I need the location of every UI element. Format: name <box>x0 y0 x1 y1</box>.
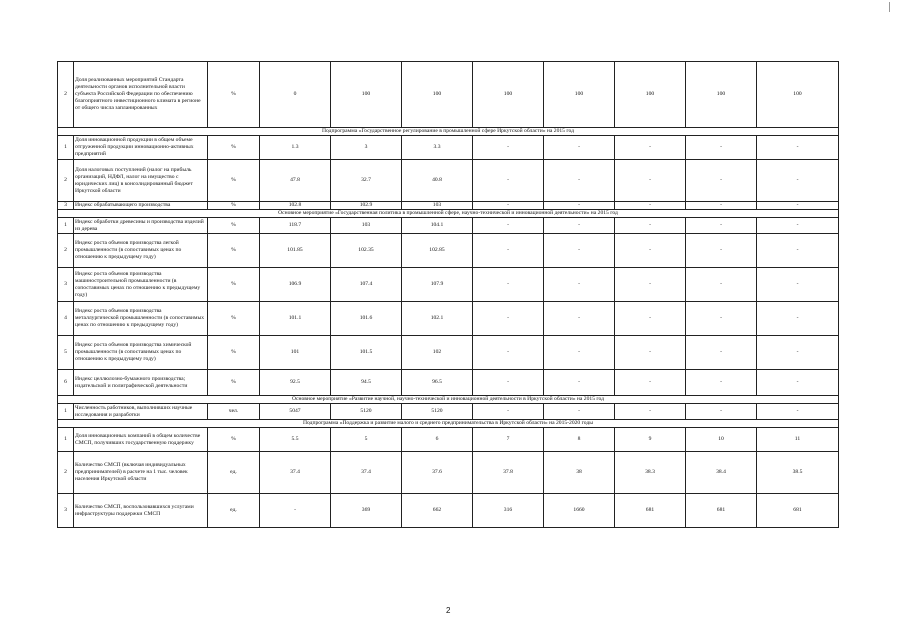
table-body <box>58 62 839 528</box>
value-cell: 102.35 <box>331 234 402 268</box>
section-header: Основное мероприятие «Государственная политика в промышленной сфере, научно-технической и инновационной деятельности» на 2015 год <box>58 210 839 218</box>
indicator-name: Доля инновационных компаний в общем количестве СМСП, получивших государственную поддержку <box>74 428 208 452</box>
value-cell: 38.4 <box>686 452 757 494</box>
table-row <box>58 136 839 160</box>
value-cell: - <box>615 136 686 160</box>
table-row <box>58 428 839 452</box>
value-cell: 5047 <box>260 404 331 420</box>
indicators-table <box>57 61 839 528</box>
value-cell: - <box>615 202 686 210</box>
value-cell: 0 <box>260 62 331 128</box>
indicator-name: Индекс роста объемов производства легкой промышленности (в сопоставимых ценах по отношению к предыдущему году) <box>74 234 208 268</box>
value-cell: - <box>757 136 839 160</box>
indicator-name: Индекс роста объемов производства химической промышленности (в сопоставимых ценах по отношению к предыдущему году) <box>74 336 208 370</box>
indicator-name: Количество СМСП, воспользовавшихся услугами инфраструктуры поддержки СМСП <box>74 494 208 528</box>
value-cell: - <box>686 268 757 302</box>
unit-cell: ед. <box>208 452 260 494</box>
unit-cell: % <box>208 62 260 128</box>
value-cell: - <box>686 404 757 420</box>
row-number: 5 <box>58 336 74 370</box>
indicator-name: Индекс роста объемов производства машиностроительной промышленности (в сопоставимых ценах по отношению к предыдущему году) <box>74 268 208 302</box>
unit-cell: % <box>208 136 260 160</box>
value-cell: - <box>757 404 839 420</box>
unit-cell: % <box>208 370 260 396</box>
value-cell: 100 <box>615 62 686 128</box>
value-cell: - <box>544 336 615 370</box>
value-cell: 101.5 <box>331 336 402 370</box>
value-cell: - <box>544 234 615 268</box>
indicator-name: Индекс целлюлозно-бумажного производства; издательской и полиграфической деятельности <box>74 370 208 396</box>
value-cell: - <box>686 302 757 336</box>
value-cell: 103 <box>402 202 473 210</box>
value-cell: 101 <box>260 336 331 370</box>
row-number: 2 <box>58 452 74 494</box>
value-cell: - <box>473 202 544 210</box>
row-number: 3 <box>58 268 74 302</box>
value-cell: 106.9 <box>260 268 331 302</box>
value-cell: 47.8 <box>260 160 331 202</box>
table-row <box>58 234 839 268</box>
value-cell: - <box>615 234 686 268</box>
value-cell: 102.85 <box>402 234 473 268</box>
section-header: Основное мероприятие «Развитие научной, научно-технической и инновационной деятельности в Иркутской области» на 2015 год <box>58 396 839 404</box>
value-cell: 96.5 <box>402 370 473 396</box>
value-cell: - <box>473 218 544 234</box>
value-cell: 102.9 <box>331 202 402 210</box>
row-number: 3 <box>58 202 74 210</box>
row-number: 1 <box>58 136 74 160</box>
value-cell: - <box>544 404 615 420</box>
value-cell: - <box>544 202 615 210</box>
row-number: 2 <box>58 160 74 202</box>
table-row <box>58 218 839 234</box>
value-cell: 38.3 <box>615 452 686 494</box>
value-cell: 1.3 <box>260 136 331 160</box>
unit-cell: % <box>208 336 260 370</box>
section-header-row <box>58 420 839 428</box>
value-cell: 40.8 <box>402 160 473 202</box>
value-cell: 37.4 <box>260 452 331 494</box>
value-cell: 102 <box>402 336 473 370</box>
value-cell: - <box>686 370 757 396</box>
value-cell: - <box>473 336 544 370</box>
scan-mark <box>889 2 890 12</box>
value-cell: - <box>615 302 686 336</box>
value-cell: - <box>544 370 615 396</box>
value-cell: - <box>615 370 686 396</box>
value-cell: 118.7 <box>260 218 331 234</box>
value-cell: - <box>757 268 839 302</box>
value-cell: 369 <box>331 494 402 528</box>
value-cell: 104.1 <box>402 218 473 234</box>
value-cell: 38.5 <box>757 452 839 494</box>
table-row <box>58 494 839 528</box>
indicator-name: Доля налоговых поступлений (налог на прибыль организаций, НДФЛ, налог на имущество с юридических лиц) в консолидированный бюджет Иркутской области <box>74 160 208 202</box>
value-cell: 100 <box>331 62 402 128</box>
value-cell: 1660 <box>544 494 615 528</box>
value-cell: 11 <box>757 428 839 452</box>
value-cell: - <box>544 160 615 202</box>
unit-cell: % <box>208 428 260 452</box>
value-cell: - <box>757 336 839 370</box>
value-cell: - <box>757 160 839 202</box>
value-cell: 37.6 <box>402 452 473 494</box>
value-cell: - <box>473 160 544 202</box>
value-cell: - <box>757 302 839 336</box>
value-cell: 101.1 <box>260 302 331 336</box>
indicator-name: Численность работников, выполнивших научные исследования и разработки <box>74 404 208 420</box>
indicator-name: Индекс обработки древесины и производства изделий из дерева <box>74 218 208 234</box>
row-number: 2 <box>58 234 74 268</box>
table-row <box>58 268 839 302</box>
indicator-name: Доля инновационной продукции в общем объеме отгруженной продукции инновационно-активных предприятий <box>74 136 208 160</box>
table-row <box>58 202 839 210</box>
value-cell: 3.3 <box>402 136 473 160</box>
page-number: 2 <box>446 606 451 615</box>
value-cell: - <box>473 268 544 302</box>
value-cell: - <box>615 268 686 302</box>
indicator-name: Индекс обрабатывающего производства <box>74 202 208 210</box>
value-cell: 37.8 <box>473 452 544 494</box>
value-cell: 100 <box>544 62 615 128</box>
unit-cell: чел. <box>208 404 260 420</box>
row-number: 1 <box>58 218 74 234</box>
row-number: 6 <box>58 370 74 396</box>
value-cell: 100 <box>402 62 473 128</box>
value-cell: 3 <box>331 136 402 160</box>
value-cell: 94.5 <box>331 370 402 396</box>
value-cell: 100 <box>757 62 839 128</box>
value-cell: 9 <box>615 428 686 452</box>
section-header: Подпрограмма «Государственное регулирование в промышленной сфере Иркутской области» на 2015 год <box>58 128 839 136</box>
unit-cell: % <box>208 268 260 302</box>
value-cell: 5 <box>331 428 402 452</box>
indicator-name: Количество СМСП (включая индивидуальных предпринимателей) в расчете на 1 тыс. человек населения Иркутской области <box>74 452 208 494</box>
value-cell: - <box>544 218 615 234</box>
table-row <box>58 452 839 494</box>
value-cell: 101.85 <box>260 234 331 268</box>
value-cell: - <box>686 160 757 202</box>
value-cell: 8 <box>544 428 615 452</box>
table-row <box>58 62 839 128</box>
value-cell: 681 <box>757 494 839 528</box>
value-cell: - <box>757 370 839 396</box>
value-cell: - <box>544 136 615 160</box>
value-cell: 7 <box>473 428 544 452</box>
row-number: 1 <box>58 404 74 420</box>
unit-cell: % <box>208 218 260 234</box>
value-cell: - <box>757 218 839 234</box>
table-row <box>58 404 839 420</box>
value-cell: - <box>544 268 615 302</box>
value-cell: 316 <box>473 494 544 528</box>
value-cell: 5120 <box>331 404 402 420</box>
value-cell: - <box>473 136 544 160</box>
value-cell: - <box>686 136 757 160</box>
section-header-row <box>58 210 839 218</box>
value-cell: 681 <box>615 494 686 528</box>
row-number: 2 <box>58 62 74 128</box>
row-number: 3 <box>58 494 74 528</box>
value-cell: - <box>757 202 839 210</box>
value-cell: - <box>615 336 686 370</box>
value-cell: 107.9 <box>402 268 473 302</box>
value-cell: 37.4 <box>331 452 402 494</box>
value-cell: 32.7 <box>331 160 402 202</box>
value-cell: - <box>686 202 757 210</box>
value-cell: 107.4 <box>331 268 402 302</box>
indicator-name: Доля реализованных мероприятий Стандарта деятельности органов исполнительной власти субъекта Российской Федерации по обеспечению благоприятного инвестиционного климата в регионе от общего числа запланированных <box>74 62 208 128</box>
value-cell: - <box>473 234 544 268</box>
value-cell: - <box>544 302 615 336</box>
value-cell: 6 <box>402 428 473 452</box>
value-cell: 100 <box>473 62 544 128</box>
value-cell: - <box>615 160 686 202</box>
value-cell: - <box>615 218 686 234</box>
value-cell: 102.8 <box>260 202 331 210</box>
table-row <box>58 370 839 396</box>
value-cell: 681 <box>686 494 757 528</box>
value-cell: - <box>686 218 757 234</box>
unit-cell: % <box>208 302 260 336</box>
row-number: 1 <box>58 428 74 452</box>
value-cell: - <box>686 336 757 370</box>
value-cell: - <box>473 404 544 420</box>
unit-cell: ед. <box>208 494 260 528</box>
value-cell: 38 <box>544 452 615 494</box>
section-header-row <box>58 128 839 136</box>
value-cell: 102.1 <box>402 302 473 336</box>
value-cell: - <box>686 234 757 268</box>
value-cell: 5120 <box>402 404 473 420</box>
value-cell: 103 <box>331 218 402 234</box>
table-row <box>58 302 839 336</box>
value-cell: - <box>473 302 544 336</box>
section-header-row <box>58 396 839 404</box>
table-row <box>58 160 839 202</box>
unit-cell: % <box>208 160 260 202</box>
value-cell: 662 <box>402 494 473 528</box>
value-cell: - <box>473 370 544 396</box>
value-cell: 101.6 <box>331 302 402 336</box>
indicator-name: Индекс роста объемов производства металлургической промышленности (в сопоставимых ценах по отношению к предыдущему году) <box>74 302 208 336</box>
value-cell: 10 <box>686 428 757 452</box>
value-cell: 100 <box>686 62 757 128</box>
unit-cell: % <box>208 234 260 268</box>
value-cell: - <box>757 234 839 268</box>
value-cell: 92.5 <box>260 370 331 396</box>
unit-cell: % <box>208 202 260 210</box>
row-number: 4 <box>58 302 74 336</box>
value-cell: - <box>615 404 686 420</box>
value-cell: - <box>260 494 331 528</box>
value-cell: 5.5 <box>260 428 331 452</box>
section-header: Подпрограмма «Поддержка и развитие малого и среднего предпринимательства в Иркутской области» на 2015-2020 годы <box>58 420 839 428</box>
table-row <box>58 336 839 370</box>
